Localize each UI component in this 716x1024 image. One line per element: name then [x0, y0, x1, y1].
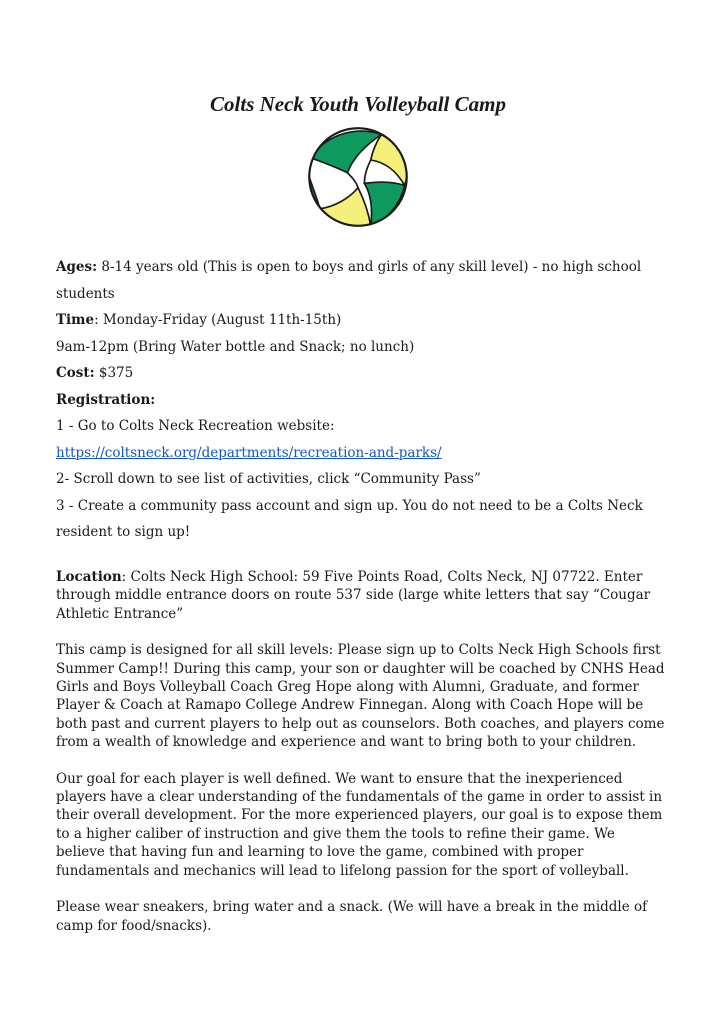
time-label: Time [56, 312, 95, 328]
registration-label: Registration: [56, 391, 156, 408]
volleyball-icon [305, 124, 411, 230]
page-title: Colts Neck Youth Volleyball Camp [210, 92, 506, 116]
goal-paragraph: Our goal for each player is well defined. We want to ensure that the inexperienced players have a clear understanding of the fundamentals of the game in order to assist in their overall development. For the more experienced players, our goal is to expose them to a higher caliber of instruction and give them the tools to refine their game. We believe that having fun and learning to love the game, combined with proper fundamentals and mechanics will lead to lifelong passion for the sport of volleyball. [56, 770, 663, 879]
camp-description [56, 568, 666, 953]
location-paragraph [56, 568, 666, 623]
time-line [56, 307, 656, 334]
registration-step-2: 2- Scroll down to see list of activities, click “Community Pass” [56, 471, 481, 487]
location-label: Location [56, 569, 122, 585]
registration-step-1: 1 - Go to Colts Neck Recreation website: [56, 418, 335, 434]
hours-line: 9am-12pm (Bring Water bottle and Snack; no lunch) [56, 338, 415, 355]
ages-text: 8-14 years old (This is open to boys and girls of any skill level) - no high school students [56, 259, 642, 302]
camp-details [56, 254, 656, 546]
cost-text: $375 [94, 365, 134, 381]
ages-label: Ages: [56, 259, 98, 275]
description-paragraph: This camp is designed for all skill levels: Please sign up to Colts Neck High Schools first Summer Camp!! During this camp, your son or daughter will be coached by CNHS Head Girls and Boys Volleyball Coach Greg Hope along with Alumni, Graduate, and former Player & Coach at Ramapo College Andrew Finnegan. Along with Coach Hope will be both past and current players to help out as counselors. Both coaches, and players come from a wealth of knowledge and experience and want to bring both to your children. [56, 642, 665, 751]
location-text: : Colts Neck High School: 59 Five Points Road, Colts Neck, NJ 07722. Enter through middle entrance doors on route 537 side (large white letters that say “Cougar Athletic Entrance” [56, 569, 651, 622]
cost-line [56, 360, 656, 387]
registration-step-3: 3 - Create a community pass account and sign up. You do not need to be a Colts Neck resident to sign up! [56, 497, 643, 540]
reminder-paragraph: Please wear sneakers, bring water and a snack. (We will have a break in the middle of camp for food/snacks). [56, 899, 648, 934]
registration-link-line [56, 440, 656, 467]
ages-line [56, 254, 656, 307]
time-text: : Monday-Friday (August 11th-15th) [94, 312, 342, 328]
recreation-website-link[interactable]: https://coltsneck.org/departments/recreation-and-parks/ [56, 444, 442, 461]
cost-label: Cost: [56, 365, 95, 381]
